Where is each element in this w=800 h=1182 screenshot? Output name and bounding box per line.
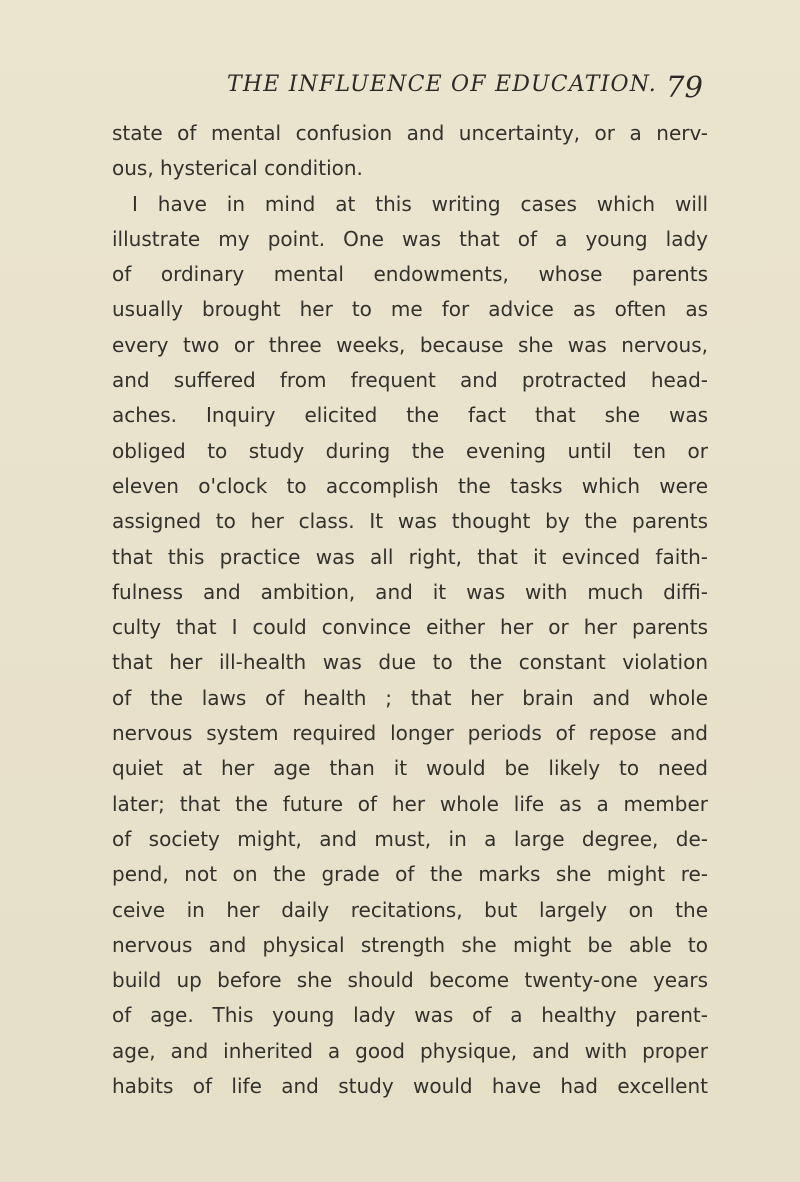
text-line: assigned to her class. It was thought by the parents <box>112 509 708 534</box>
text-line: quiet at her age than it would be likely to need <box>112 756 708 781</box>
text-line: pend, not on the grade of the marks she might re- <box>112 862 708 887</box>
text-line: illustrate my point. One was that of a young lady <box>112 226 708 251</box>
running-head-title: THE INFLUENCE OF EDUCATION. <box>227 72 657 97</box>
text-line: ous, hysterical condition. <box>112 156 363 181</box>
text-line: and suffered from frequent and protracted head- <box>112 368 708 393</box>
text-line: of the laws of health ; that her brain and whole <box>112 685 708 710</box>
text-line: that her ill-health was due to the constant violation <box>112 650 708 675</box>
text-line: nervous and physical strength she might be able to <box>112 932 708 957</box>
text-line: later; that the future of her whole life as a member <box>112 791 708 816</box>
body-text <box>112 116 708 1104</box>
text-line: fulness and ambition, and it was with much diffi- <box>112 579 708 604</box>
page-number: 79 <box>666 70 703 104</box>
text-line: state of mental confusion and uncertainty, or a nerv- <box>112 121 708 145</box>
text-line: ceive in her daily recitations, but largely on the <box>112 897 708 922</box>
text-line: obliged to study during the evening until ten or <box>112 438 708 463</box>
text-line: culty that I could convince either her or her parents <box>112 615 708 640</box>
text-line: of society might, and must, in a large degree, de- <box>112 826 708 851</box>
text-line: habits of life and study would have had excellent <box>112 1074 708 1099</box>
running-head <box>0 72 800 112</box>
text-line: every two or three weeks, because she was nervous, <box>112 332 708 357</box>
text-line: I have in mind at this writing cases which will <box>132 191 708 216</box>
text-line: eleven o'clock to accomplish the tasks which were <box>112 473 708 498</box>
text-line: age, and inherited a good physique, and with proper <box>112 1038 708 1063</box>
text-line: build up before she should become twenty-one years <box>112 968 708 993</box>
text-line: of ordinary mental endowments, whose parents <box>112 262 708 287</box>
text-line: nervous system required longer periods of repose and <box>112 721 708 746</box>
text-line: aches. Inquiry elicited the fact that she was <box>112 403 708 428</box>
text-line: of age. This young lady was of a healthy parent- <box>112 1003 708 1028</box>
text-line: that this practice was all right, that it evinced faith- <box>112 544 708 569</box>
text-line: usually brought her to me for advice as often as <box>112 297 708 322</box>
